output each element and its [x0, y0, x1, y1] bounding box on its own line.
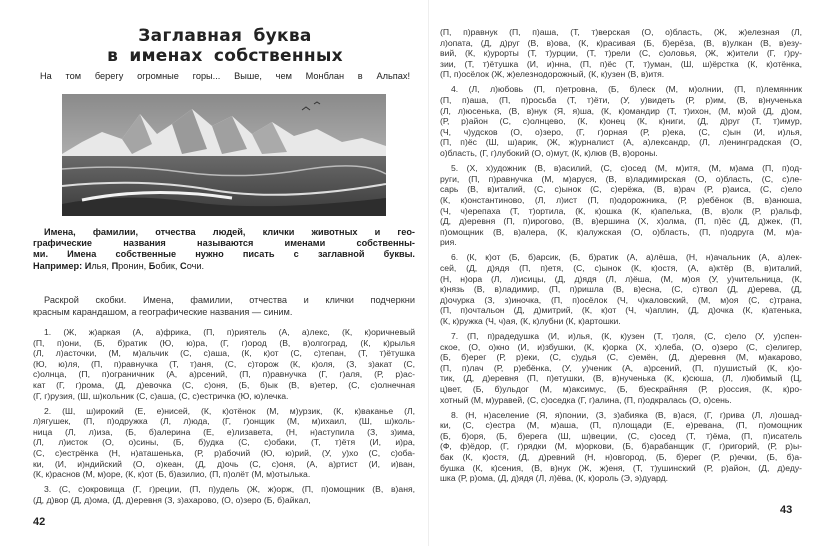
word-rest: очи.	[186, 260, 205, 271]
capital-letter: С	[180, 260, 187, 271]
page-title	[30, 26, 420, 66]
title-line-1: Заглавная буква	[138, 26, 312, 46]
text-line: красным карандашом, а географические названия — синим.	[33, 306, 293, 317]
text-line: (Р, р)айон (С, с)олнцево, (К, к)онец (К, к)ниги, (Д, д)руг (Т, т)имур,	[440, 116, 802, 127]
word-rest: ронин,	[118, 260, 147, 271]
text-line: сей, (Д, д)ядя (П, п)етя, (С, с)ынок (К, к)остя, (А, а)ктёр (В, в)италий,	[440, 262, 802, 273]
text-line: к)нязь (В, в)ладимир, (П, п)ришла (В, в)есна, (С, с)твол (Д, д)ерева, (Д,	[440, 284, 802, 295]
text-line: сарь (В, в)италий, (С, с)ынок (С, с)ерёжа, (В, в)рач (Р, р)аиса, (С, с)ело	[440, 184, 802, 195]
exercise	[440, 331, 802, 405]
text-line: 6. (К, к)от (Б, б)арсик, (Б, б)ратик (А, а)лёша, (Н, н)ачальник (А, а)лек-	[451, 252, 802, 263]
text-line: кат (Г, г)рома, (Д, д)евочка (С, с)оня, (Б, б)ык (В, в)етер, (С, с)олнечная	[33, 379, 415, 390]
page-number: 42	[33, 516, 46, 528]
text-line: бак (К, к)остя, (Д, д)ревний (Н, н)овгород, (Б, б)ерег (Р, р)ечки, (Б, б)а-	[440, 452, 802, 463]
text-line: с)олнца, (П, п)ограничник (А, а)рсений, (П, п)равнучка (Г, г)аля, (Р, р)ас-	[33, 369, 415, 380]
text-line: л)опата, (Д, д)руг (В, в)ова, (К, к)расивая (Б, б)ерёза, (В, в)улкан (В, в)езу-	[440, 37, 802, 48]
text-line: о)бласть, (Г, г)лубокий (О, о)мут, (К, к)люв (В, в)ороны.	[440, 148, 658, 159]
text-line: вий, (К, к)урорты (Т, т)урции, (Т, т)рели (С, с)оловья, (Ж, ж)ители (Г, г)ру-	[440, 48, 802, 59]
text-line: (Н, н)ора (Л, л)исицы, (Д, д)ядя (Л, л)ёша, (М, м)оя (У, у)чительница, (К,	[440, 273, 802, 284]
text-line: (Г, г)рузия, (Ш, ш)кольник (С, с)аша, (С, с)естричка (Ю, ю)лечка.	[33, 390, 289, 401]
text-line: ц)вет, (Б, б)ульдог (М, м)аксимус, (Б, б)ескрайняя (Р, р)оссия, (К, к)ро-	[440, 384, 802, 394]
rule-example-word	[146, 261, 177, 271]
word-rest: обик,	[155, 260, 178, 271]
epigraph: На том берегу огромные горы... Выше, чем Монблан в Альпах!	[40, 71, 410, 81]
capital-letter: П	[111, 260, 119, 271]
text-line: тик, (Д, д)еревня (П, п)етушки, (В, в)нученька (К, к)сюша, (Л, л)юбимый (Ц,	[440, 373, 802, 384]
rule-example-word	[85, 261, 109, 271]
rule-example-word	[109, 261, 146, 271]
text-line: руги, (П, п)равнучка (М, м)аруся, (В, в)ладимирская (О, о)бласть, (С, с)ле-	[440, 173, 802, 184]
text-line: (К, к)раснов (М, м)оре, (К, к)от (Б, б)азилио, (П, п)олёт (М, м)отылька.	[33, 469, 311, 480]
text-line: (П, п)ёс (Ш, ш)арик, (Ж, ж)урналист (А, а)лександр, (Л, л)енинградская (О,	[440, 137, 802, 148]
rule-line: ми. Имена собственные нужно писать с заглавной буквы.	[33, 249, 415, 260]
text-line: (Б, б)оря, (Б, б)ерега (Ш, ш)веции, (С, с)осед (Т, т)ёма, (П, п)исатель	[440, 430, 802, 441]
text-line: зии, (Т, т)ётушка (И, и)нна, (П, п)ёс (Т, т)уман, (Ш, ш)ёрстка (К, к)отёнка,	[440, 58, 802, 69]
text-line: рия.	[440, 237, 457, 248]
text-line: (Л, л)исток (О, о)сины, (Б, б)удка (С, с)обаки, (Т, т)ётя (И, и)ра,	[33, 437, 415, 448]
exercise	[440, 84, 802, 158]
text-line: (С, с)естрёнка (Н, н)аташенька, (Р, р)абочий (Ю, ю)рий, (У, у)хо (С, с)оба-	[33, 448, 415, 459]
page-number: 43	[780, 504, 793, 516]
title-line-2: в именах собственных	[107, 46, 343, 66]
text-line: п)омощник (В, в)алера, (К, к)алужская (О, о)бласть, (П, п)одруга (М, м)а-	[440, 226, 802, 237]
rule-line: графические названия называются именами собственны-	[33, 238, 415, 249]
text-line: л)ягушек, (П, п)одружка (Л, л)юда, (Г, г)онщик (М, м)ихаил, (Ш, ш)коль-	[33, 416, 415, 427]
text-line: д)очурка (З, з)иночка, (П, п)осёлок (Ч, ч)каловский, (М, м)оя (С, с)трана,	[440, 294, 802, 305]
text-line: (Б, б)ерег (Р, р)еки, (С, с)удья (С, с)емён, (Д, д)еревня (М, м)акарово,	[440, 352, 802, 363]
exercise	[33, 327, 415, 401]
text-line: (П, п)равнук (П, п)аша, (Т, т)верская (О, о)бласть, (Ж, ж)елезная (Л,	[440, 27, 802, 37]
text-line: (Ч, ч)ерепаха (Т, т)ортила, (К, к)ошка (К, к)апелька, (В, в)олк (Р, р)альф,	[440, 205, 802, 216]
text-line: 5. (Х, х)удожник (В, в)асилий, (С, с)осед (М, м)итя, (М, м)ама (П, п)од-	[451, 163, 802, 174]
text-line: Раскрой скобки. Имена, фамилии, отчества и клички подчеркни	[44, 295, 415, 305]
text-line: ское, (О, о)кно (И, и)збушки, (К, к)орка (Х, х)леба, (О, о)зеро (С, с)елигер,	[440, 341, 802, 352]
mountain-sea-illustration	[62, 94, 386, 216]
exercise	[440, 410, 802, 484]
rule-example	[33, 261, 415, 272]
text-line: шка (Р, р)ома, (Д, д)ядя (Л, л)ёва, (К, к)ороль (Э, э)дуард.	[440, 473, 668, 484]
text-line: (П, п)лач (Р, р)ебёнка, (У, у)ченик (А, а)рсений, (П, п)ушистый (К, к)о-	[440, 362, 802, 373]
exercise	[33, 484, 415, 505]
rule-box	[33, 227, 415, 272]
text-line: 8. (Н, н)аселение (Я, я)понии, (З, з)абияка (В, в)ася, (Г, г)рива (Л, л)ошад-	[451, 409, 802, 420]
text-line: (Л, л)асточки, (М, м)альчик (С, с)аша, (К, к)от (С, с)тепан, (Т, т)ётушка	[33, 348, 415, 359]
text-line: (К, к)ружка (Ч, ч)ая, (К, к)лубни (К, к)артошки.	[440, 315, 621, 326]
exercise	[33, 406, 415, 480]
exercises-right	[440, 27, 802, 488]
task-text	[33, 295, 415, 318]
text-line: (П, п)они, (Б, б)ратик (Ю, ю)ра, (Г, г)ород (В, в)олгоград, (К, к)рылья	[33, 337, 415, 348]
text-line: (Ч, ч)удсков (О, о)зеро, (Г, г)орная (Р, р)ека, (С, с)ын (И, и)лья,	[440, 126, 802, 137]
text-line: хотный (М, м)уравей, (С, с)оседка (Г, г)алина, (П, п)одкралась (О, о)сень.	[440, 394, 732, 405]
text-line: бушка (К, к)сения, (В, в)нук (Ж, ж)еня, (Т, т)ушинский (Р, р)айон, (Д, д)еду-	[440, 462, 802, 473]
word-rest: лья,	[91, 260, 109, 271]
text-line: (Д, д)вор (Д, д)ома, (Д, д)еревня (З, з)ахарово, (О, о)зеро (Б, б)айкал,	[33, 494, 311, 505]
capital-letter: Б	[148, 260, 156, 271]
text-line: (П, п)аша, (П, п)росьба (Т, т)ёти, (У, у)видеть (Р, р)им, (В, в)нученька	[440, 95, 802, 106]
text-line: 4. (Л, л)юбовь (П, п)етровна, (Б, б)леск (М, м)олнии, (П, п)лемянник	[451, 84, 802, 95]
exercises-left	[33, 327, 415, 510]
exercise	[440, 163, 802, 248]
text-line: (П, п)очтальон (Д, д)митрий, (К, к)от (Ч, ч)аплин, (Д, д)очка (К, к)атенька,	[440, 305, 802, 316]
text-line: 1. (Ж, ж)аркая (А, а)фрика, (П, п)риятель (А, а)лекс, (К, к)оричневый	[44, 327, 415, 337]
text-line: (К, к)онстантиново, (Л, л)ист (П, п)одорожника, (Р, р)ебёнок (В, в)анюша,	[440, 194, 802, 205]
task-instructions	[33, 295, 415, 323]
text-line: ки, (И, и)ндийский (О, о)кеан, (Д, д)очь (С, с)оня, (А, а)ртист (И, и)ван,	[33, 458, 415, 469]
text-line: 7. (П, п)радедушка (И, и)лья, (К, к)узен (Т, т)оля, (С, с)ело (У, у)спен-	[451, 331, 802, 342]
rule-line: Имена, фамилии, отчества людей, клички животных и гео-	[44, 227, 415, 237]
text-line: ница (Л, л)иза, (Б, б)алерина (Е, е)лизавета, (Н, н)аступила (З, з)има,	[33, 426, 415, 437]
right-page	[430, 0, 820, 546]
rule-example-word	[177, 261, 204, 271]
capital-letter: И	[84, 260, 92, 271]
text-line: (Ф, ф)ёдор, (Г, г)рядки (М, м)оркови, (Б, б)арабанщик (Г, г)ригорий, (Р, р)ы-	[440, 441, 802, 452]
text-line: ки, (С, с)естра (М, м)аша, (П, п)лощади (Е, е)ревана, (П, п)омощник	[440, 420, 802, 431]
text-line: 2. (Ш, ш)ирокий (Е, е)нисей, (К, к)отёнок (М, м)урзик, (К, к)ваканье (Л,	[44, 405, 415, 416]
text-line: 3. (С, с)окровища (Г, г)реции, (П, п)удель (Ж, ж)орж, (П, п)омощник (В, в)аня,	[44, 484, 415, 495]
exercise-continuation	[440, 27, 802, 80]
text-line: (Д, д)еревня (П, п)ирогово, (В, в)ершина (Х, х)олма, (П, п)ёс (Д, д)жек, (П,	[440, 216, 802, 227]
text-line: (Ю, ю)ля, (П, п)равнучка (Т, т)аня, (С, с)торож (К, к)оля, (З, з)акат (С,	[33, 358, 415, 369]
text-line: (Л, л)юсенька, (В, в)нук (Я, я)ша, (К, к)омандир (Т, т)ихон, (М, м)ой (Д, д)ом,	[440, 105, 802, 116]
text-line: (П, п)осёлок (Ж, ж)елезнодорожный, (К, к)узен (В, в)итя.	[440, 69, 665, 80]
exercise	[440, 252, 802, 326]
rule-example-label: Например:	[33, 260, 83, 271]
